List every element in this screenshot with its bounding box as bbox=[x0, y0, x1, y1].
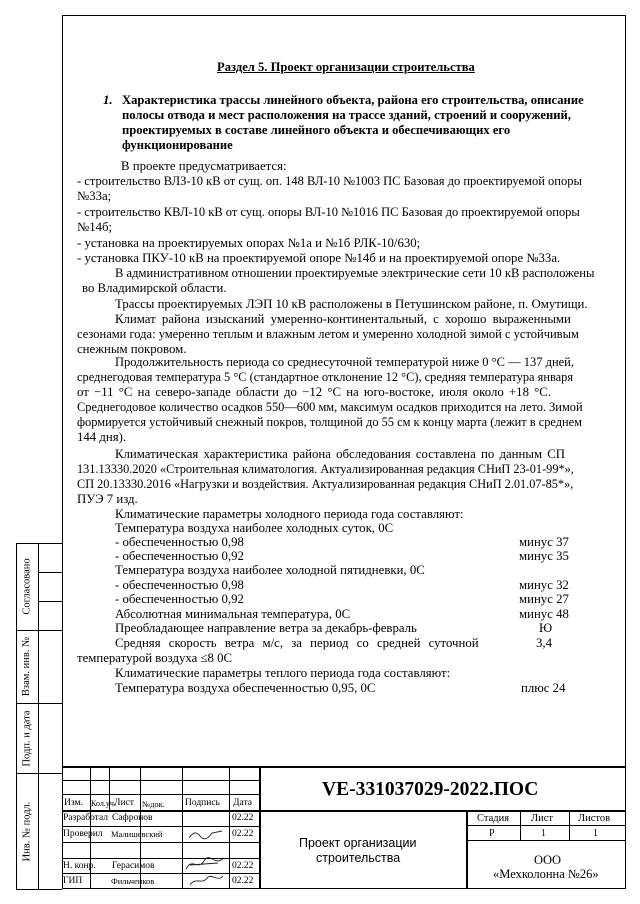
char-line-3: СП 20.13330.2016 «Нагрузки и воздействия. Актуализированная редакция СНиП 2.01.07-85*», bbox=[77, 477, 574, 491]
signature-gip bbox=[186, 872, 226, 889]
p098-b: - обеспеченностью 0,98 bbox=[115, 578, 244, 592]
role-checked: Проверил bbox=[63, 829, 103, 839]
cold-title: Климатические параметры холодного периода года составляют: bbox=[115, 507, 464, 521]
value-b: минус 35 bbox=[519, 549, 569, 563]
name-gip: Фильченков bbox=[111, 876, 155, 886]
climate-line-3: снежным покровом. bbox=[77, 342, 187, 356]
period-line-4: Среднегодовое количество осадков 550—600 мм, максимум осадков приходится на лето. Зимой bbox=[77, 400, 583, 414]
value-h: плюс 24 bbox=[521, 681, 566, 695]
bullet-2-line-2: №14б; bbox=[77, 220, 113, 234]
replaced-inv-label: Взам. инв. № bbox=[21, 636, 33, 697]
document-code: VE-331037029-2022.ПОС bbox=[322, 779, 539, 800]
role-norm: Н. конр. bbox=[63, 861, 96, 871]
warm-title: Климатические параметры теплого периода года составляют: bbox=[115, 666, 451, 680]
stage-label: Стадия bbox=[477, 813, 510, 824]
org-line-2: «Мехколонна №26» bbox=[493, 867, 599, 881]
name-developed: Сафронов bbox=[112, 813, 153, 823]
admin-line-1: В административном отношении проектируемые электрические сети 10 кВ расположены bbox=[115, 266, 595, 280]
char-line-4: ПУЭ 7 изд. bbox=[77, 492, 138, 506]
name-norm: Герасимов bbox=[112, 861, 155, 871]
climate-line-1: Климат района изысканий умеренно-континентальный, с хорошо выраженными bbox=[115, 312, 571, 326]
title-block bbox=[62, 766, 626, 889]
intro-text: В проекте предусматривается: bbox=[121, 159, 287, 173]
wind-speed-line-2: температурой воздуха ≤8 0С bbox=[77, 651, 233, 665]
value-f: Ю bbox=[539, 621, 553, 635]
hdr-sign: Подпись bbox=[185, 798, 220, 808]
p092-b: - обеспеченностью 0,92 bbox=[115, 592, 244, 606]
side-stamp bbox=[16, 543, 62, 889]
period-line-5: формируется устойчивый снежный покров, толщиной до 55 см к концу марта (лежит в среднем bbox=[77, 415, 583, 429]
bullet-1-line-1: - строительство ВЛЗ-10 кВ от сущ. оп. 148 ВЛ-10 №1003 ПС Базовая до проектируемой опоры bbox=[77, 174, 582, 188]
climate-line-2: сезонами года: умеренно теплым и влажным летом и умеренно холодной зимой с устойчивым bbox=[77, 327, 579, 341]
wind-dir: Преобладающее направление ветра за декабрь-февраль bbox=[115, 621, 417, 635]
cold-day: Температура воздуха наиболее холодных суток, 0С bbox=[115, 521, 394, 535]
warm-temp: Температура воздуха обеспеченностью 0,95, 0С bbox=[115, 681, 376, 695]
heading-line-4: функционирование bbox=[122, 138, 233, 152]
signature-checked bbox=[186, 827, 226, 842]
bullet-3: - установка на проектируемых опорах №1а и №1б РЛК-10/630; bbox=[77, 236, 421, 250]
hdr-izm: Изм. bbox=[64, 798, 83, 808]
route-text: Трассы проектируемых ЛЭП 10 кВ расположены в Петушинском районе, п. Омутищи. bbox=[115, 297, 588, 311]
p092-a: - обеспеченностью 0,92 bbox=[115, 549, 244, 563]
value-g: 3,4 bbox=[536, 636, 552, 650]
sheet-label: Лист bbox=[531, 813, 553, 824]
role-gip: ГИП bbox=[63, 876, 83, 886]
sheets-value: 1 bbox=[593, 828, 598, 839]
value-d: минус 27 bbox=[519, 592, 569, 606]
period-line-3: от −11 °C на северо-западе области до −12 °C на юго-востоке, июля около +18 °C. bbox=[77, 385, 552, 399]
bullet-2-line-1: - строительство КВЛ-10 кВ от сущ. опоры ВЛ-10 №1016 ПС Базовая до проектируемой опоры bbox=[77, 205, 580, 219]
admin-line-2: во Владимирской области. bbox=[82, 281, 227, 295]
inv-orig-label: Инв. № подл. bbox=[21, 801, 33, 861]
hdr-kol: Кол.уч. bbox=[91, 799, 116, 808]
project-name-line-2: строительства bbox=[316, 851, 401, 865]
sheets-label: Листов bbox=[578, 813, 611, 824]
hdr-date: Дата bbox=[233, 798, 252, 808]
wind-speed-line-1: Средняя скорость ветра м/с, за период со средней суточной bbox=[115, 636, 479, 650]
hdr-list: Лист bbox=[114, 798, 134, 808]
value-e: минус 48 bbox=[519, 607, 569, 621]
name-checked: Малишевский bbox=[111, 829, 163, 839]
section-title: Раздел 5. Проект организации строительства bbox=[217, 60, 475, 74]
date-gip: 02.22 bbox=[232, 876, 254, 886]
org-line-1: ООО bbox=[534, 853, 562, 867]
sheet-value: 1 bbox=[541, 828, 546, 839]
period-line-6: 144 дня). bbox=[77, 430, 127, 444]
value-a: минус 37 bbox=[519, 535, 569, 549]
sign-date-label: Подп. и дата bbox=[21, 709, 33, 767]
period-line-1: Продолжительность периода со среднесуточной температурой ниже 0 °C — 137 дней, bbox=[115, 355, 574, 369]
heading-line-1: Характеристика трассы линейного объекта, района его строительства, описание bbox=[122, 93, 584, 107]
abs-min: Абсолютная минимальная температура, 0С bbox=[115, 607, 351, 621]
agreed-label: Согласовано bbox=[21, 558, 33, 615]
date-checked: 02.22 bbox=[232, 829, 254, 839]
hdr-ndok: №док. bbox=[142, 799, 165, 809]
date-developed: 02.22 bbox=[232, 813, 254, 823]
heading-line-2: полосы отвода и мест расположения на трассе зданий, строений и сооружений, bbox=[122, 108, 571, 122]
value-c: минус 32 bbox=[519, 578, 569, 592]
bullet-1-line-2: №33а; bbox=[77, 189, 112, 203]
project-name-line-1: Проект организации bbox=[299, 836, 417, 850]
stage-value: Р bbox=[489, 828, 495, 839]
period-line-2: среднегодовая температура 5 °C (стандартное отклонение 12 °C), средняя температура января bbox=[77, 370, 574, 384]
heading-number: 1. bbox=[103, 93, 113, 107]
signature-norm bbox=[184, 855, 228, 873]
heading-line-3: проектируемых в составе линейного объекта и обеспечивающих его bbox=[122, 123, 511, 137]
cold-five: Температура воздуха наиболее холодной пятидневки, 0С bbox=[115, 563, 425, 577]
p098-a: - обеспеченностью 0,98 bbox=[115, 535, 244, 549]
char-line-1: Климатическая характеристика района обследования составлена по данным СП bbox=[115, 447, 566, 461]
date-norm: 02.22 bbox=[232, 861, 254, 871]
role-developed: Разработал bbox=[63, 813, 108, 823]
char-line-2: 131.13330.2020 «Строительная климатология. Актуализированная редакция СНиП 23-01-99*», bbox=[77, 462, 574, 476]
bullet-4: - установка ПКУ-10 кВ на проектируемой опоре №14б и на проектируемой опоре №33а. bbox=[77, 251, 561, 265]
